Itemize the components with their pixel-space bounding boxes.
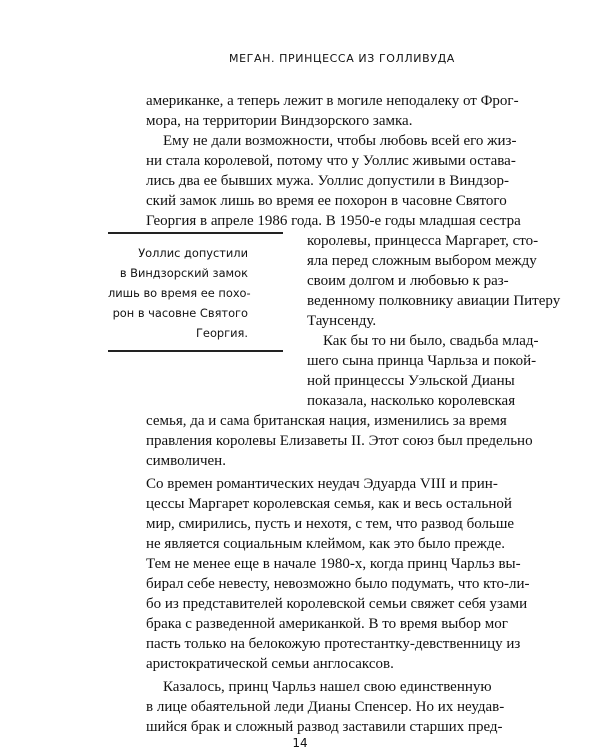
- text-line: мир, смирились, пусть и нехотя, с тем, что развод больше: [146, 516, 515, 532]
- text-line: шийся брак и сложный развод заставили старших пред-: [146, 719, 503, 735]
- text-line: цессы Маргарет королевская семья, как и весь остальной: [146, 496, 512, 512]
- text-line: Ему не дали возможности, чтобы любовь всей его жиз-: [163, 133, 517, 149]
- text-line: в лице обаятельной леди Дианы Спенсер. Но их неудав-: [146, 699, 505, 715]
- text-line: бирал себе невесту, невозможно было подумать, что кто-ли-: [146, 576, 530, 592]
- text-line: Казалось, принц Чарльз нашел свою единственную: [163, 679, 492, 695]
- text-line: семья, да и сама британская нация, изменились за время: [146, 413, 507, 429]
- text-line: ский замок лишь во время ее похорон в часовне Святого: [146, 193, 507, 209]
- text-line: королевы, принцесса Маргарет, сто-: [307, 233, 539, 249]
- text-line: пасть только на белокожую протестантку-девственницу из: [146, 636, 521, 652]
- text-line: веденному полковнику авиации Питеру: [307, 293, 561, 309]
- text-line: мора, на территории Виндзорского замка.: [146, 113, 413, 129]
- pull-quote-line: Уоллис допустили: [138, 246, 248, 260]
- pull-quote-line: лишь во время ее похо-: [108, 286, 251, 300]
- text-line: Георгия в апреле 1986 года. В 1950-е годы младшая сестра: [146, 213, 521, 229]
- pull-quote-line: в Виндзорский замок: [119, 266, 248, 280]
- page-number: 14: [292, 736, 308, 750]
- text-line: шего сына принца Чарльза и покой-: [307, 353, 537, 369]
- text-line: не является социальным клеймом, как это было прежде.: [146, 536, 505, 552]
- text-line: аристократической семьи англосаксов.: [146, 656, 394, 672]
- text-line: правления королевы Елизаветы II. Этот союз был предельно: [146, 433, 533, 449]
- text-line: Таунсенду.: [307, 313, 377, 329]
- text-line: показала, насколько королевская: [307, 393, 516, 409]
- text-line: бо из представителей королевской семьи свяжет себя узами: [146, 596, 528, 612]
- text-line: символичен.: [146, 453, 226, 469]
- pull-quote-bottom-rule: [108, 350, 283, 352]
- text-line: своим долгом и любовью к раз-: [307, 273, 509, 289]
- text-line: брака с разведенной американкой. В то время выбор мог: [146, 616, 508, 632]
- pull-quote-line: Георгия.: [195, 326, 248, 340]
- running-head: МЕГАН. ПРИНЦЕССА ИЗ ГОЛЛИВУДА: [229, 52, 455, 65]
- text-line: Со времен романтических неудач Эдуарда VIII и прин-: [146, 476, 498, 492]
- text-line: лись два ее бывших мужа. Уоллис допустили в Виндзор-: [146, 173, 510, 189]
- text-line: яла перед сложным выбором между: [307, 253, 537, 269]
- pull-quote-top-rule: [108, 232, 283, 234]
- text-line: ни стала королевой, потому что у Уоллис живыми остава-: [146, 153, 516, 169]
- pull-quote-line: рон в часовне Святого: [112, 306, 248, 320]
- text-line: Тем не менее еще в начале 1980-х, когда принц Чарльз вы-: [146, 556, 521, 572]
- text-line: ной принцессы Уэльской Дианы: [307, 373, 515, 389]
- text-line: Как бы то ни было, свадьба млад-: [323, 333, 539, 349]
- text-line: американке, а теперь лежит в могиле неподалеку от Фрог-: [146, 93, 519, 109]
